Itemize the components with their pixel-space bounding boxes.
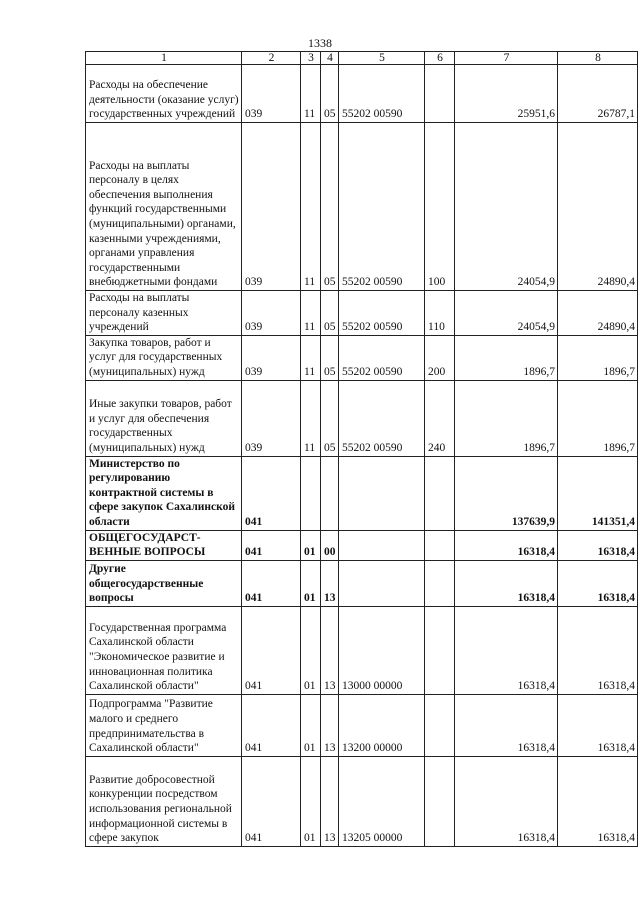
cell-subsection: 00: [321, 530, 339, 560]
budget-table: [85, 51, 638, 847]
cell-target-article: [339, 456, 425, 530]
table-row: [86, 606, 638, 694]
row-name: Расходы на выплаты персоналу казенных учреждений: [86, 291, 242, 336]
header-cell: 3: [301, 52, 321, 65]
cell-ministry-code: 041: [242, 756, 301, 846]
cell-section: 11: [301, 123, 321, 291]
row-name: Расходы на выплаты персоналу в целях обеспечения выполнения функций государственными (муниципальными) органами, казенными учреждениями, органами управления государственными внебюджетными фондами: [86, 123, 242, 291]
cell-amount-2: 16318,4: [558, 530, 638, 560]
cell-amount-1: 16318,4: [455, 560, 558, 606]
cell-amount-1: 16318,4: [455, 694, 558, 756]
cell-expense-type: 100: [425, 123, 455, 291]
cell-target-article: 13205 00000: [339, 756, 425, 846]
cell-amount-2: 16318,4: [558, 756, 638, 846]
cell-amount-2: 141351,4: [558, 456, 638, 530]
cell-expense-type: [425, 756, 455, 846]
header-cell: 4: [321, 52, 339, 65]
cell-amount-1: 1896,7: [455, 380, 558, 456]
row-name: Развитие добросовестной конкуренции посредством использования региональной информационной системы в сфере закупок: [86, 756, 242, 846]
table-row: [86, 456, 638, 530]
cell-ministry-code: 039: [242, 380, 301, 456]
cell-subsection: 05: [321, 380, 339, 456]
row-name: Расходы на обеспечение деятельности (оказание услуг) государственных учреждений: [86, 65, 242, 123]
cell-amount-1: 16318,4: [455, 756, 558, 846]
cell-section: 01: [301, 756, 321, 846]
cell-ministry-code: 041: [242, 606, 301, 694]
cell-section: 01: [301, 694, 321, 756]
header-cell: 8: [558, 52, 638, 65]
cell-amount-1: 137639,9: [455, 456, 558, 530]
cell-ministry-code: 039: [242, 335, 301, 380]
table-header-row: [86, 52, 638, 65]
cell-amount-1: 1896,7: [455, 335, 558, 380]
cell-expense-type: [425, 560, 455, 606]
cell-amount-1: 16318,4: [455, 530, 558, 560]
cell-target-article: 55202 00590: [339, 65, 425, 123]
cell-section: 01: [301, 606, 321, 694]
cell-section: 01: [301, 530, 321, 560]
cell-subsection: 13: [321, 560, 339, 606]
cell-target-article: 55202 00590: [339, 123, 425, 291]
page-number: 1338: [308, 36, 332, 50]
row-name: ОБЩЕГОСУДАРСТ-ВЕННЫЕ ВОПРОСЫ: [86, 530, 242, 560]
header-cell: 6: [425, 52, 455, 65]
cell-amount-2: 1896,7: [558, 380, 638, 456]
table-row: [86, 756, 638, 846]
cell-expense-type: [425, 65, 455, 123]
cell-amount-2: 16318,4: [558, 560, 638, 606]
header-cell: 2: [242, 52, 301, 65]
cell-expense-type: 240: [425, 380, 455, 456]
cell-ministry-code: 039: [242, 65, 301, 123]
cell-subsection: 05: [321, 335, 339, 380]
cell-target-article: 13200 00000: [339, 694, 425, 756]
header-cell: 7: [455, 52, 558, 65]
cell-amount-2: 16318,4: [558, 606, 638, 694]
cell-expense-type: [425, 606, 455, 694]
cell-ministry-code: 041: [242, 530, 301, 560]
cell-expense-type: 110: [425, 291, 455, 336]
cell-amount-1: 25951,6: [455, 65, 558, 123]
cell-amount-1: 24054,9: [455, 123, 558, 291]
table-row: [86, 65, 638, 123]
cell-target-article: 55202 00590: [339, 291, 425, 336]
cell-subsection: 05: [321, 65, 339, 123]
cell-ministry-code: 039: [242, 291, 301, 336]
cell-subsection: 13: [321, 694, 339, 756]
cell-amount-2: 16318,4: [558, 694, 638, 756]
cell-amount-2: 1896,7: [558, 335, 638, 380]
cell-amount-2: 26787,1: [558, 65, 638, 123]
cell-subsection: 13: [321, 606, 339, 694]
cell-target-article: 55202 00590: [339, 380, 425, 456]
cell-subsection: 05: [321, 291, 339, 336]
table-row: [86, 380, 638, 456]
header-cell: 5: [339, 52, 425, 65]
cell-section: [301, 456, 321, 530]
table-row: [86, 694, 638, 756]
table-row: [86, 123, 638, 291]
cell-ministry-code: 041: [242, 560, 301, 606]
cell-expense-type: [425, 456, 455, 530]
cell-section: 11: [301, 380, 321, 456]
cell-expense-type: [425, 694, 455, 756]
cell-ministry-code: 041: [242, 694, 301, 756]
cell-target-article: [339, 530, 425, 560]
cell-amount-2: 24890,4: [558, 291, 638, 336]
cell-section: 11: [301, 65, 321, 123]
row-name: Иные закупки товаров, работ и услуг для обеспечения государственных (муниципальных) нужд: [86, 380, 242, 456]
table-row: [86, 335, 638, 380]
cell-amount-1: 16318,4: [455, 606, 558, 694]
cell-target-article: 13000 00000: [339, 606, 425, 694]
row-name: Закупка товаров, работ и услуг для государственных (муниципальных) нужд: [86, 335, 242, 380]
cell-amount-1: 24054,9: [455, 291, 558, 336]
row-name: Министерство по регулированию контрактной системы в сфере закупок Сахалинской области: [86, 456, 242, 530]
header-cell: 1: [86, 52, 242, 65]
cell-target-article: 55202 00590: [339, 335, 425, 380]
cell-section: 11: [301, 335, 321, 380]
cell-subsection: [321, 456, 339, 530]
row-name: Другие общегосударственные вопросы: [86, 560, 242, 606]
cell-expense-type: 200: [425, 335, 455, 380]
cell-section: 11: [301, 291, 321, 336]
cell-ministry-code: 041: [242, 456, 301, 530]
table-row: [86, 291, 638, 336]
cell-subsection: 05: [321, 123, 339, 291]
table-row: [86, 530, 638, 560]
cell-amount-2: 24890,4: [558, 123, 638, 291]
cell-ministry-code: 039: [242, 123, 301, 291]
cell-subsection: 13: [321, 756, 339, 846]
row-name: Государственная программа Сахалинской области "Экономическое развитие и инновационная политика Сахалинской области": [86, 606, 242, 694]
cell-section: 01: [301, 560, 321, 606]
cell-target-article: [339, 560, 425, 606]
table-row: [86, 560, 638, 606]
cell-expense-type: [425, 530, 455, 560]
row-name: Подпрограмма "Развитие малого и среднего предпринимательства в Сахалинской области": [86, 694, 242, 756]
